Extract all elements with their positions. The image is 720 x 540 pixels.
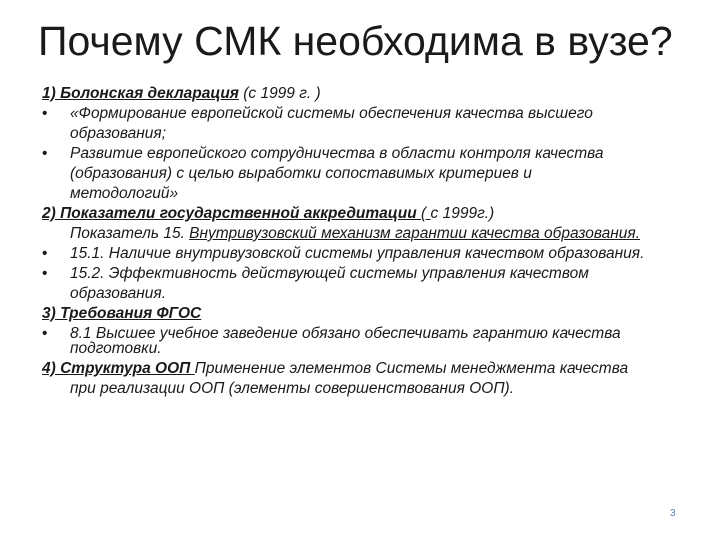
section-2-date: с 1999г.) xyxy=(430,205,495,222)
section-2-title: 2) Показатели государственной аккредитации xyxy=(42,205,417,222)
section-3-title: 3) Требования ФГОС xyxy=(42,305,202,322)
page-title: Почему СМК необходима в вузе? xyxy=(38,18,673,64)
indicator-line: Показатель 15. Внутривузовский механизм гарантии качества образования. xyxy=(70,225,641,242)
section-4-title: 4) Структура ООП xyxy=(42,360,195,377)
bullet-icon: • xyxy=(42,105,48,122)
list-item: • 15.2. Эффективность действующей системы управления качеством xyxy=(42,265,589,282)
bullet-icon: • xyxy=(42,265,48,282)
list-item: • «Формирование европейской системы обеспечения качества высшего xyxy=(42,105,593,122)
section-1-date: (с 1999 г. ) xyxy=(238,85,321,102)
list-item-continuation: образования. xyxy=(70,285,166,302)
slide-body xyxy=(42,84,692,399)
bullet-icon: • xyxy=(42,325,48,342)
section-4-continuation: при реализации ООП (элементы совершенствования ООП). xyxy=(70,380,515,397)
list-item-continuation: методологий» xyxy=(70,185,179,202)
section-2-heading: 2) Показатели государственной аккредитации ( с 1999г.) xyxy=(42,205,495,222)
section-1-title: 1) Болонская декларация xyxy=(42,85,239,102)
section-1-heading xyxy=(42,84,692,104)
list-item-continuation: подготовки. xyxy=(70,340,162,357)
section-4-heading: 4) Структура ООП Применение элементов Системы менеджмента качества xyxy=(42,360,629,377)
section-3-heading xyxy=(42,304,692,324)
bullet-icon: • xyxy=(42,245,48,262)
list-item: • 15.1. Наличие внутривузовской системы управления качеством образования. xyxy=(42,245,645,262)
bullet-icon: • xyxy=(42,145,48,162)
list-item: • Развитие европейского сотрудничества в области контроля качества xyxy=(42,145,604,162)
page-number: 3 xyxy=(670,508,676,519)
list-item-continuation: (образования) с целью выработки сопоставимых критериев и xyxy=(70,165,532,182)
list-item: • 8.1 Высшее учебное заведение обязано обеспечивать гарантию качества xyxy=(42,325,621,342)
list-item-continuation: образования; xyxy=(70,125,166,142)
